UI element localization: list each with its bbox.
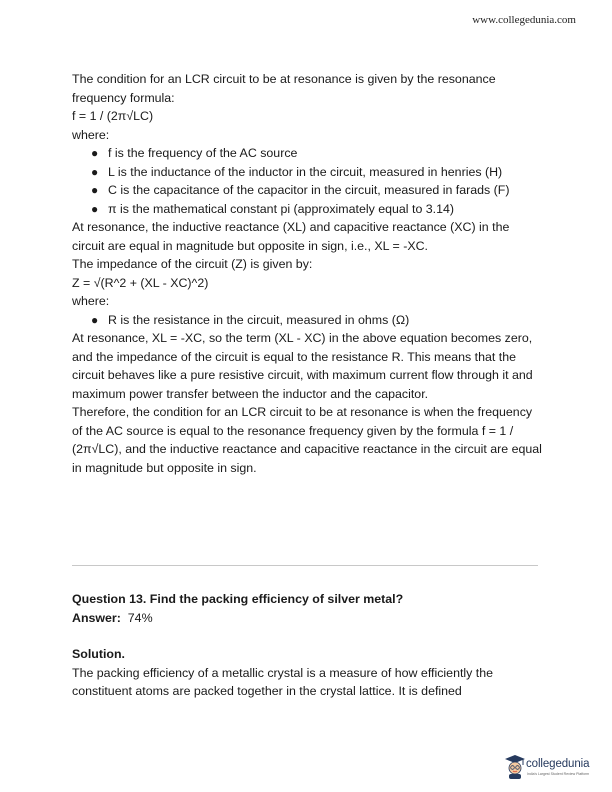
section-divider [72, 565, 538, 566]
where-label-2: where: [72, 294, 110, 308]
answer-line [72, 609, 544, 628]
lcr-section [72, 70, 544, 477]
bullet-icon: ● [91, 201, 99, 216]
variable-list [72, 144, 544, 218]
bullet-icon: ● [91, 183, 99, 197]
conclusion-paragraph: Therefore, the condition for an LCR circuit to be at resonance is when the frequency of the AC source is equal to the resonance frequency given by the formula f = 1 / (2π√LC), and the inductive reactance and capacitive reactance in the circuit are equal in magnitude but opposite in sign. [72, 405, 542, 475]
impedance-intro: The impedance of the circuit (Z) is given by: [72, 257, 313, 271]
question-13-section [72, 590, 544, 701]
collegedunia-logo[interactable] [504, 752, 600, 782]
explanation-paragraph: At resonance, XL = -XC, so the term (XL - XC) in the above equation becomes zero, and the impedance of the circuit is equal to the resistance R. This means that the circuit behaves like a pure resistive circuit, with maximum current flow through it and maximum power transfer between the inductor and the capacitor. [72, 331, 533, 401]
impedance-formula: Z = √(R^2 + (XL - XC)^2) [72, 275, 209, 290]
bullet-icon: ● [91, 164, 99, 179]
variable-list-2 [72, 311, 544, 330]
list-item: ● f is the frequency of the AC source [108, 144, 544, 163]
question-title: Question 13. Find the packing efficiency of silver metal? [72, 592, 404, 606]
reactance-paragraph: At resonance, the inductive reactance (XL) and capacitive reactance (XC) in the circuit are equal in magnitude but opposite in sign, i.e., XL = -XC. [72, 220, 510, 253]
answer-value: 74% [127, 610, 153, 625]
where-label: where: [72, 127, 110, 142]
bullet-icon: ● [91, 312, 99, 327]
solution-text: The packing efficiency of a metallic crystal is a measure of how efficiently the constituent atoms are packed together in the crystal lattice. It is defined [72, 665, 494, 698]
list-item: ● C is the capacitance of the capacitor in the circuit, measured in farads (F) [108, 181, 544, 200]
bullet-icon: ● [91, 146, 99, 160]
logo-tagline: India's Largest Student Review Platform [527, 772, 590, 776]
resonance-formula: f = 1 / (2π√LC) [72, 109, 154, 123]
logo-wordmark: collegedunia [526, 758, 590, 770]
solution-label: Solution. [72, 647, 125, 661]
list-item: ● R is the resistance in the circuit, measured in ohms (Ω) [108, 311, 544, 330]
answer-label: Answer: [72, 610, 121, 625]
site-url[interactable]: www.collegedunia.com [472, 14, 576, 26]
student-mascot-icon [504, 754, 526, 780]
list-item: ● π is the mathematical constant pi (approximately equal to 3.14) [108, 200, 544, 219]
list-item: ● L is the inductance of the inductor in the circuit, measured in henries (H) [108, 163, 544, 182]
lcr-intro: The condition for an LCR circuit to be at resonance is given by the resonance frequency formula: [72, 72, 496, 105]
